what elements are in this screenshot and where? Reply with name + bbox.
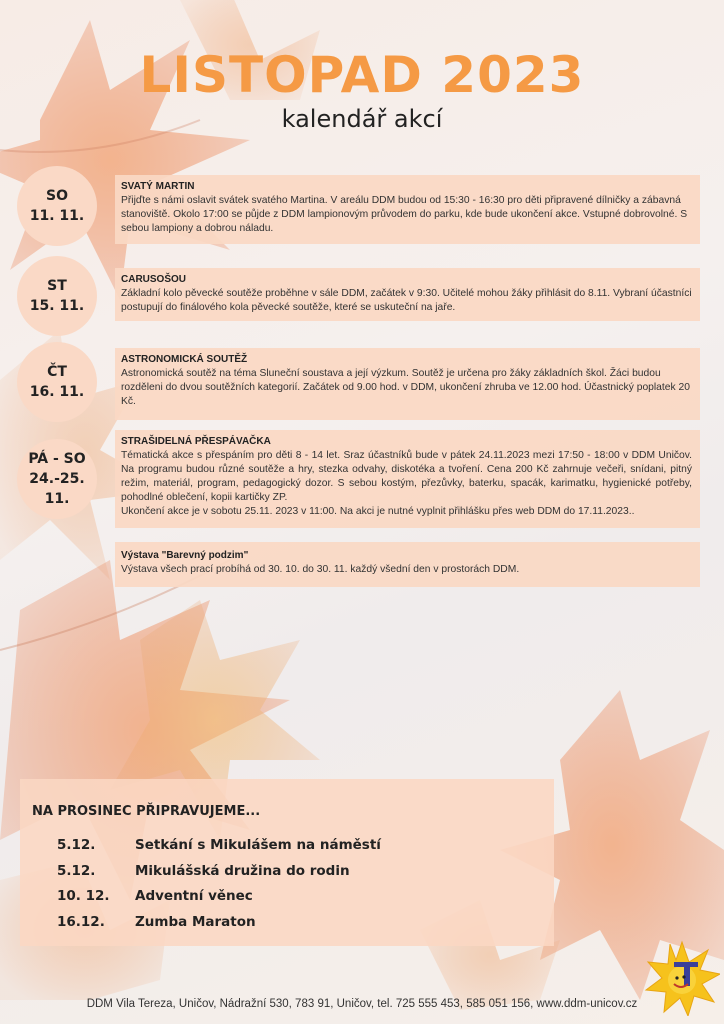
event-date: 16. 11.: [29, 384, 85, 400]
event-date-badge: [17, 439, 97, 519]
page-subtitle: kalendář akcí: [281, 105, 443, 133]
event-card: [115, 430, 700, 528]
event-title: SVATÝ MARTIN: [121, 181, 195, 192]
event-day: PÁ - SO: [28, 451, 86, 467]
event-card: [115, 268, 700, 321]
footer-contact: DDM Vila Tereza, Uničov, Nádražní 530, 783 91, Uničov, tel. 725 555 453, 585 051 156, www.ddm-unicov.cz: [86, 998, 638, 1010]
event-day: SO: [46, 188, 68, 204]
event-day: ST: [47, 278, 67, 294]
event-date-badge: [17, 166, 97, 246]
event-date-badge: [17, 342, 97, 422]
event-card: [115, 175, 700, 244]
event-title: STRAŠIDELNÁ PŘESPÁVAČKA: [121, 436, 271, 447]
event-day: ČT: [47, 364, 67, 380]
event-title: CARUSOŠOU: [121, 274, 187, 285]
event-description: Přijďte s námi oslavit svátek svatého Martina. V areálu DDM budou od 15:30 - 16:30 pro děti připravené dílničky a zábavná stanoviště. Okolo 17:00 se půjde z DDM lampionovým průvodem do parku, kde bude ukončení akce. Vstupné dobrovolné. S sebou lampiony a dobrou náladu.: [121, 195, 688, 234]
event-date: 24.-25. 11.: [29, 471, 85, 507]
exhibition-card: [115, 542, 700, 587]
exhibition-title: Výstava "Barevný podzim": [121, 550, 249, 561]
event-note: Ukončení akce je v sobotu 25.11. 2023 v 11:00. Na akci je nutné vyplnit přihlášku přes web DDM do 17.11.2023..: [121, 506, 635, 517]
upcoming-date: 5.12.: [57, 863, 96, 879]
upcoming-heading: NA PROSINEC PŘIPRAVUJEME...: [32, 804, 261, 819]
event-description: Tématická akce s přespáním pro děti 8 - 14 let. Sraz účastníků bude v pátek 24.11.2023 mezi 17:50 - 18:00 v DDM Uničov. Na programu budou různé soutěže a hry, stezka odvahy, diskotéka a tvoření. Cena 200 Kč zahrnuje večeři, snídani, pitný režim, materiál, program, pedagogický dozor. S sebou kostým, přezůvky, baterku, spacák, karimatku, hygienické potřeby, pohodlné oblečení, kopii kartičky ZP.: [121, 450, 692, 503]
upcoming-date: 10. 12.: [57, 888, 110, 904]
page-title: LISTOPAD 2023: [139, 46, 585, 104]
event-description: Astronomická soutěž na téma Sluneční soustava a její výzkum. Soutěž je určena pro žáky základních škol. Žáci budou rozděleni do dvou soutěžních kategorií. Začátek od 9.00 hod. v DDM, ukončení zhruba ve 12.00 hod. Účastnický poplatek 20 Kč.: [121, 368, 690, 407]
event-title: ASTRONOMICKÁ SOUTĚŽ: [121, 354, 248, 365]
exhibition-description: Výstava všech prací probíhá od 30. 10. do 30. 11. každý všední den v prostorách DDM.: [121, 564, 520, 575]
upcoming-date: 16.12.: [57, 914, 105, 930]
upcoming-name: Setkání s Mikulášem na náměstí: [135, 837, 381, 853]
event-description: Základní kolo pěvecké soutěže proběhne v sále DDM, začátek v 9:30. Učitelé mohou žáky přihlásit do 8.11. Vybraní účastníci postupují do finálového kola pěvecké soutěže, které se uskuteční na jaře.: [121, 288, 692, 313]
event-date: 15. 11.: [29, 298, 85, 314]
upcoming-name: Zumba Maraton: [135, 914, 256, 930]
event-date-badge: [17, 256, 97, 336]
upcoming-name: Adventní věnec: [135, 888, 253, 904]
upcoming-name: Mikulášská družina do rodin: [135, 863, 350, 879]
upcoming-date: 5.12.: [57, 837, 96, 853]
event-date: 11. 11.: [29, 208, 85, 224]
event-card: [115, 348, 700, 420]
upcoming-events-panel: [20, 779, 554, 946]
